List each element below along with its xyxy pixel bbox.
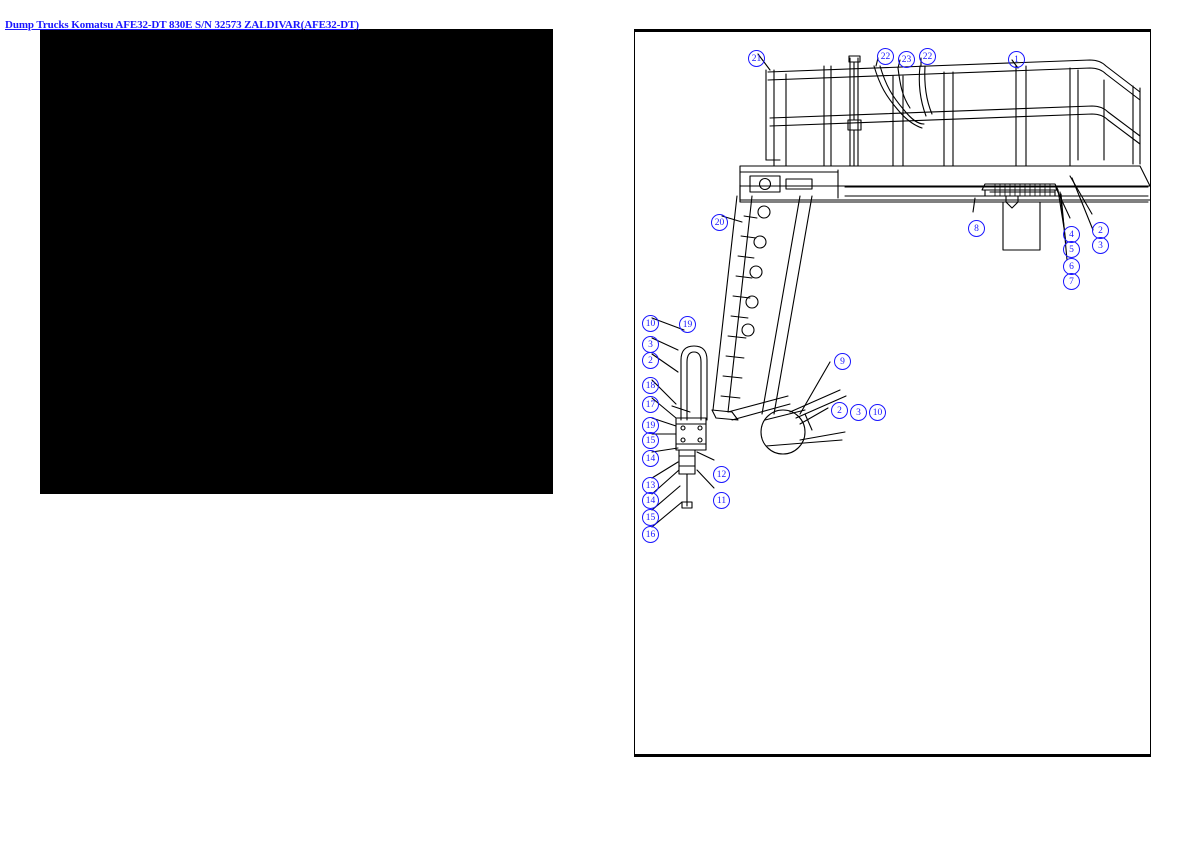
callout-balloon: 17 (642, 396, 659, 413)
callout-balloon: 7 (1063, 273, 1080, 290)
document-title-link[interactable]: Dump Trucks Komatsu AFE32-DT 830E S/N 32573 ZALDIVAR(AFE32-DT) (5, 19, 359, 31)
callout-balloon: 11 (713, 492, 730, 509)
callout-balloon: 22 (919, 48, 936, 65)
callout-balloon: 2 (1092, 222, 1109, 239)
callout-balloon: 8 (968, 220, 985, 237)
callout-balloon: 21 (748, 50, 765, 67)
callout-balloon: 18 (642, 377, 659, 394)
callout-balloon: 19 (642, 417, 659, 434)
callout-balloon: 15 (642, 509, 659, 526)
callout-balloon: 2 (642, 352, 659, 369)
callout-balloon: 3 (1092, 237, 1109, 254)
callout-balloon: 2 (831, 402, 848, 419)
callout-balloon: 16 (642, 526, 659, 543)
callout-balloon: 15 (642, 432, 659, 449)
callout-balloon: 3 (642, 336, 659, 353)
callout-balloon: 9 (834, 353, 851, 370)
callout-balloon: 1 (1008, 51, 1025, 68)
callout-balloon: 13 (642, 477, 659, 494)
callout-balloon: 14 (642, 492, 659, 509)
callout-balloon: 20 (711, 214, 728, 231)
callout-balloon: 3 (850, 404, 867, 421)
callout-balloon: 4 (1063, 226, 1080, 243)
callout-balloon: 22 (877, 48, 894, 65)
callout-balloon: 12 (713, 466, 730, 483)
callout-balloon: 10 (642, 315, 659, 332)
callout-balloon: 14 (642, 450, 659, 467)
callout-balloon: 19 (679, 316, 696, 333)
callout-balloon: 23 (898, 51, 915, 68)
callout-balloon: 6 (1063, 258, 1080, 275)
watermark-text: manuals-komatsu.com (259, 251, 386, 265)
callout-balloon: 10 (869, 404, 886, 421)
callout-balloon: 5 (1063, 241, 1080, 258)
